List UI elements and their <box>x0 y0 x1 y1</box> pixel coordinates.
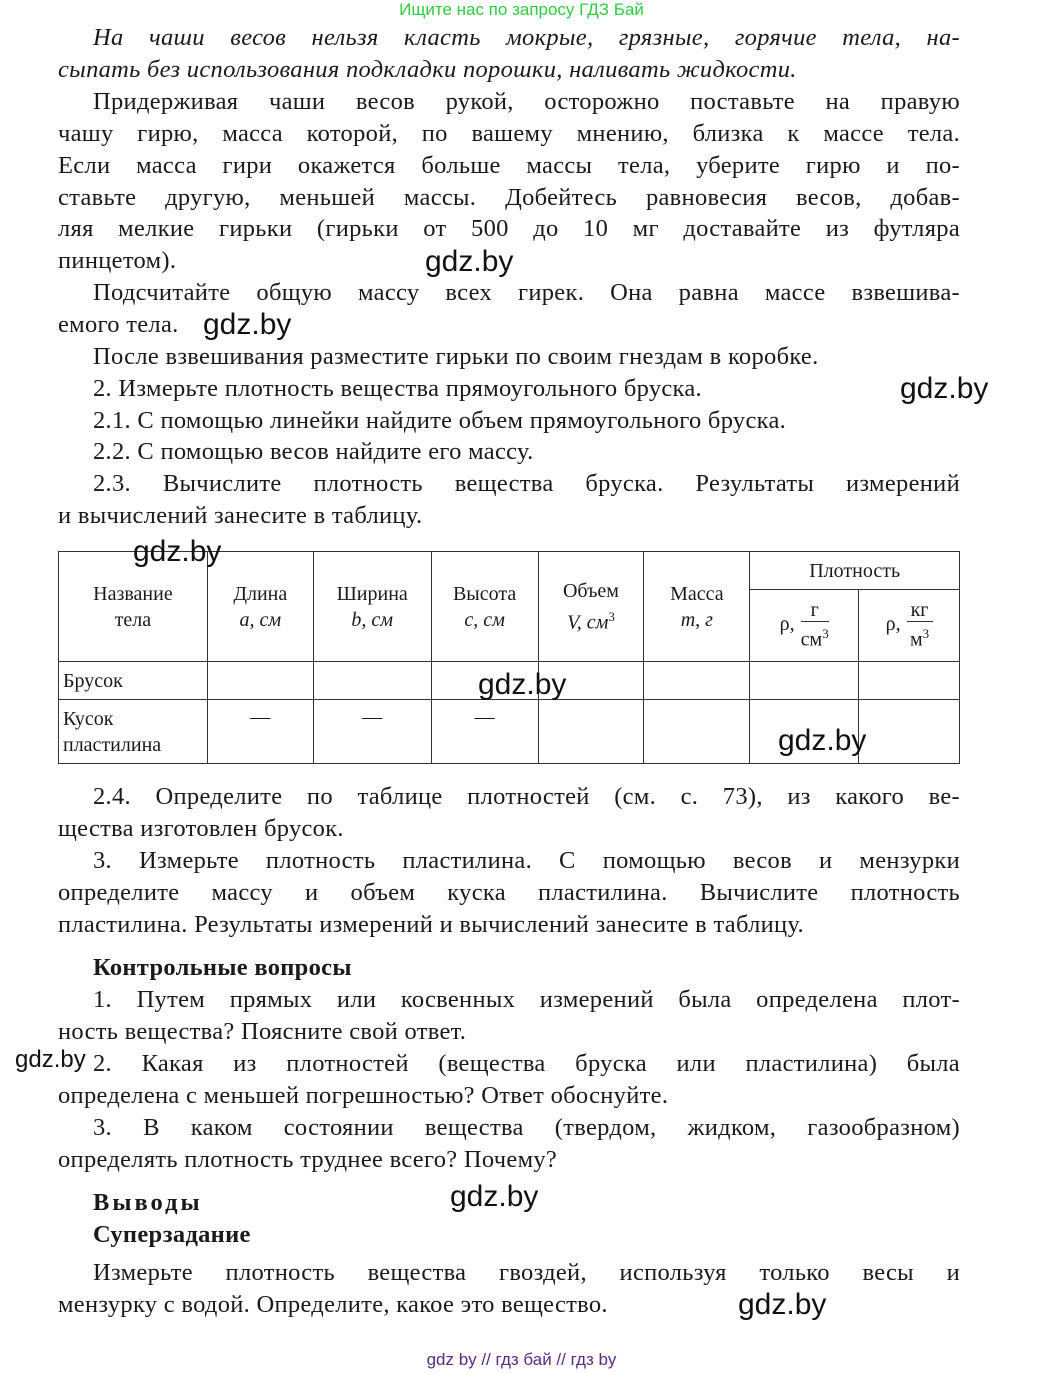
header-height: Высота c, см <box>431 552 538 662</box>
text-line: 2.4. Определите по таблице плотностей (см. с. 73), из какого ве- <box>93 783 960 810</box>
table-cell: — <box>207 700 313 764</box>
text-line: На чаши весов нельзя класть мокрые, грязные, горячие тела, на- <box>93 24 960 51</box>
text-line: ляя мелкие гирьки (гирьки от 500 до 10 мг доставайте из футляра <box>58 215 960 243</box>
table-cell: — <box>431 700 538 764</box>
text-line: 2.1. С помощью линейки найдите объем прямоугольного бруска. <box>93 407 787 434</box>
header-density-kg-m3: ρ, $\frac{кг}{м^3}$ <box>859 590 960 662</box>
text-line: щества изготовлен брусок. <box>58 814 344 842</box>
watermark: gdz.by <box>203 308 292 341</box>
text-line: 2. Измерьте плотность вещества прямоугольного бруска. <box>93 375 702 402</box>
table-cell <box>859 662 960 700</box>
text-line: Суперзадание <box>93 1221 251 1248</box>
text-line: Контрольные вопросы <box>93 954 352 981</box>
text-line: 3. Измерьте плотность пластилина. С помощью весов и мензурки <box>93 847 960 874</box>
header-length: Длина a, см <box>207 552 313 662</box>
text-line: 2. Какая из плотностей (вещества бруска или пластилина) была <box>93 1050 960 1077</box>
text-line: 3. В каком состоянии вещества (твердом, жидком, газообразном) <box>93 1114 960 1141</box>
text-line: определять плотность труднее всего? Почему? <box>58 1145 558 1173</box>
text-line: 2.3. Вычислите плотность вещества бруска. Результаты измерений <box>93 470 960 497</box>
header-mass: Масса m, г <box>644 552 750 662</box>
table-cell <box>859 700 960 764</box>
table-cell: — <box>313 700 431 764</box>
text-line: мензурку с водой. Определите, какое это вещество. <box>58 1290 608 1318</box>
watermark: gdz.by <box>425 245 514 278</box>
text-line: Подсчитайте общую массу всех гирек. Она равна массе взвешива- <box>93 279 960 306</box>
text-line: 2.2. С помощью весов найдите его массу. <box>93 438 534 465</box>
watermark: gdz.by <box>15 1046 86 1073</box>
table-cell <box>750 662 859 700</box>
text-line: емого тела. <box>58 310 179 338</box>
text-line: Измерьте плотность вещества гвоздей, используя только весы и <box>93 1259 960 1286</box>
text-line: Выводы <box>93 1189 203 1216</box>
text-line: Придерживая чаши весов рукой, осторожно поставьте на правую <box>93 88 960 115</box>
watermark: gdz.by <box>900 372 989 405</box>
text-line: чашу гирю, масса которой, по вашему мнению, близка к массе тела. <box>58 119 960 147</box>
text-line: сыпать без использования подкладки порошки, наливать жидкости. <box>58 55 797 83</box>
row-name: Брусок <box>59 662 208 700</box>
header-width: Ширина b, см <box>313 552 431 662</box>
text-line: определите массу и объем куска пластилина. Вычислите плотность <box>58 878 960 906</box>
search-banner[interactable]: Ищите нас по запросу ГДЗ Бай <box>399 0 644 19</box>
table-cell <box>538 700 644 764</box>
text-line: ставьте другую, меньшей массы. Добейтесь равновесия весов, добав- <box>58 183 960 211</box>
text-line: Если масса гири окажется больше массы тела, уберите гирю и по- <box>58 151 960 179</box>
watermark: gdz.by <box>778 724 867 757</box>
watermark: gdz.by <box>133 535 222 568</box>
watermark: gdz.by <box>478 668 567 701</box>
table-cell <box>207 662 313 700</box>
text-line: пинцетом). <box>58 247 177 275</box>
header-density-g-cm3: ρ, $\frac{г}{см^3}$ <box>750 590 859 662</box>
text-line: пластилина. Результаты измерений и вычислений занесите в таблицу. <box>58 910 804 938</box>
text-line: и вычислений занесите в таблицу. <box>58 501 423 529</box>
text-line: ность вещества? Поясните свой ответ. <box>58 1017 467 1045</box>
header-name: Название тела <box>59 552 208 662</box>
header-volume: Объем V, $см^3$ <box>538 552 644 662</box>
text-line: После взвешивания разместите гирьки по своим гнездам в коробке. <box>93 343 819 370</box>
table-cell <box>644 662 750 700</box>
text-line: определена с меньшей погрешностью? Ответ обоснуйте. <box>58 1081 669 1109</box>
watermark: gdz.by <box>450 1180 539 1213</box>
table-cell <box>313 662 431 700</box>
footer-links[interactable]: gdz by // гдз бай // гдз by <box>426 1350 617 1369</box>
header-density: Плотность <box>750 552 960 590</box>
watermark: gdz.by <box>738 1288 827 1321</box>
text-line: 1. Путем прямых или косвенных измерений была определена плот- <box>93 986 960 1013</box>
table-cell <box>644 700 750 764</box>
row-name: Кусок пластилина <box>59 700 208 764</box>
